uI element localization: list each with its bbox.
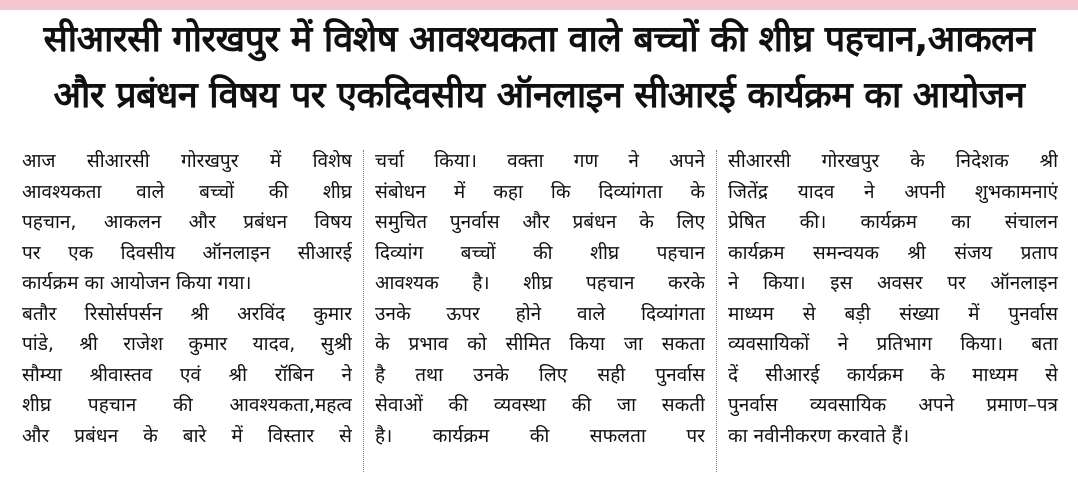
column-divider bbox=[716, 150, 717, 472]
text-line: पुनर्वास व्यवसायिक अपने प्रमाण–पत्र bbox=[728, 394, 1058, 416]
text-line: प्रेषित की। कार्यक्रम का संचालन bbox=[728, 211, 1058, 233]
text-line: पर एक दिवसीय ऑनलाइन सीआरई bbox=[22, 241, 352, 264]
text-line: चर्चा किया। वक्ता गण ने अपने bbox=[375, 150, 705, 172]
article-body bbox=[22, 146, 1058, 476]
article-column-3 bbox=[728, 146, 1058, 476]
text-line: पांडे, श्री राजेश कुमार यादव, सुश्री bbox=[22, 333, 352, 355]
text-line: समुचित पुनर्वास और प्रबंधन के लिए bbox=[375, 211, 705, 233]
text-line: और प्रबंधन के बारे में विस्तार से bbox=[22, 424, 352, 447]
text-line: आज सीआरसी गोरखपुर में विशेष bbox=[22, 150, 352, 172]
text-line: संबोधन में कहा कि दिव्यांगता के bbox=[375, 180, 705, 203]
text-line: ने किया। इस अवसर पर ऑनलाइन bbox=[728, 272, 1058, 294]
headline-line-1: सीआरसी गोरखपुर में विशेष आवश्यकता वाले बच्चों की शीघ्र पहचान,आकलन bbox=[43, 19, 1035, 60]
text-line: शीघ्र पहचान की आवश्यकता,महत्व bbox=[22, 394, 352, 416]
text-line: सेवाओं की व्यवस्था की जा सकती bbox=[375, 394, 705, 416]
text-line: का नवीनीकरण करवाते हैं। bbox=[728, 424, 910, 447]
text-line: व्यवसायिकों ने प्रतिभाग किया। बता bbox=[728, 333, 1058, 355]
text-line: बतौर रिसोर्सपर्सन श्री अरविंद कुमार bbox=[22, 302, 352, 325]
article-column-1 bbox=[22, 146, 352, 476]
text-line: आवश्यकता वाले बच्चों की शीघ्र bbox=[22, 180, 352, 203]
column-divider bbox=[363, 150, 364, 472]
text-line: दें सीआरई कार्यक्रम के माध्यम से bbox=[728, 363, 1058, 386]
article-column-2 bbox=[375, 146, 705, 476]
top-pink-band bbox=[0, 0, 1078, 10]
text-line: माध्यम से बड़ी संख्या में पुनर्वास bbox=[728, 302, 1058, 325]
headline bbox=[10, 12, 1068, 124]
text-line: पहचान, आकलन और प्रबंधन विषय bbox=[22, 211, 352, 233]
text-line: है। कार्यक्रम की सफलता पर bbox=[375, 424, 705, 447]
text-line: सीआरसी गोरखपुर के निदेशक श्री bbox=[728, 150, 1058, 172]
text-line: है तथा उनके लिए सही पुनर्वास bbox=[375, 363, 705, 386]
headline-line-2: और प्रबंधन विषय पर एकदिवसीय ऑनलाइन सीआरई कार्यक्रम का आयोजन bbox=[53, 75, 1025, 116]
text-line: आवश्यक है। शीघ्र पहचान करके bbox=[375, 272, 705, 294]
text-line: सौम्या श्रीवास्तव एवं श्री रॉबिन ने bbox=[22, 363, 352, 386]
text-line: जितेंद्र यादव ने अपनी शुभकामनाएं bbox=[728, 180, 1058, 203]
text-line: उनके ऊपर होने वाले दिव्यांगता bbox=[375, 302, 705, 325]
text-line: दिव्यांग बच्चों की शीघ्र पहचान bbox=[375, 241, 705, 264]
text-line: कार्यक्रम का आयोजन किया गया। bbox=[22, 272, 252, 294]
text-line: कार्यक्रम समन्वयक श्री संजय प्रताप bbox=[728, 241, 1058, 264]
text-line: के प्रभाव को सीमित किया जा सकता bbox=[375, 333, 705, 355]
